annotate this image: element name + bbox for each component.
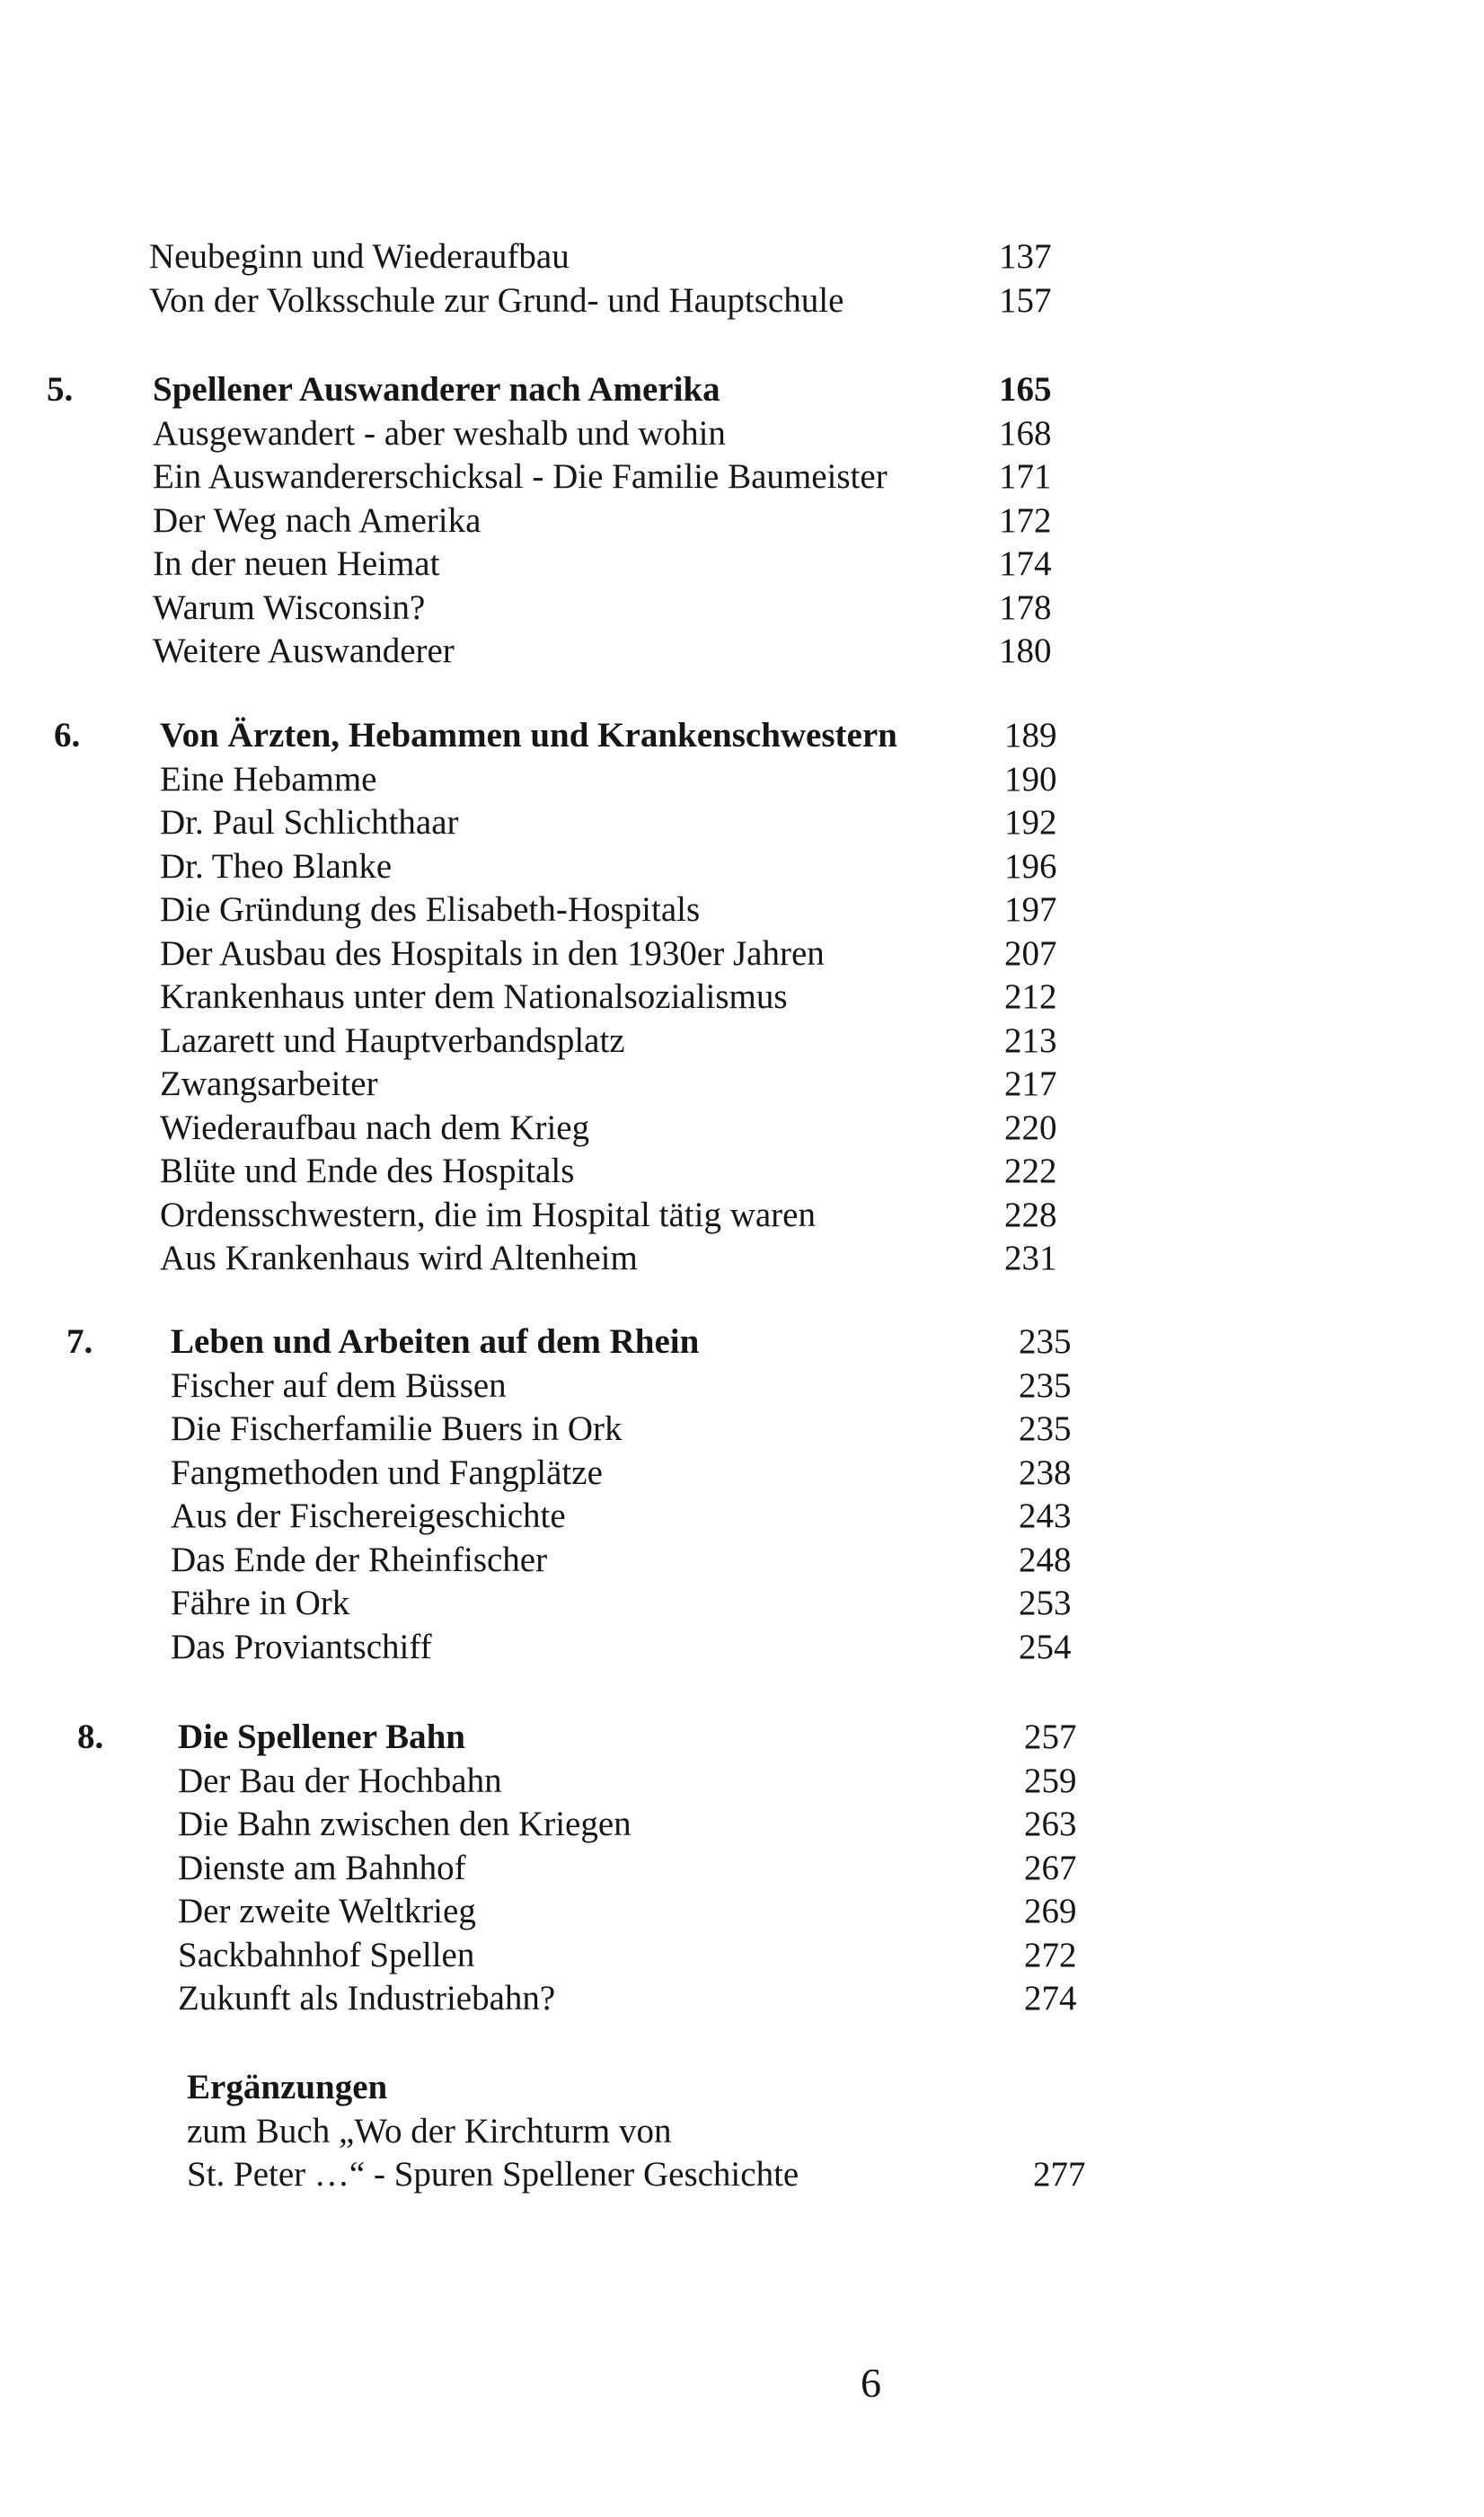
page-ref: 165 [999,370,1052,409]
page-ref: 269 [1024,1892,1077,1930]
page-ref: 172 [999,500,1052,540]
page-ref: 178 [999,587,1052,627]
entry-title: Blüte und Ende des Hospitals [160,1152,575,1190]
toc-entry [0,1539,1484,1582]
page-ref: 189 [1004,716,1057,755]
entry-title: Warum Wisconsin? [153,587,426,627]
toc-entry [0,1020,1484,1063]
toc-entry [0,543,1484,586]
entry-title: Neubeginn und Wiederaufbau [149,237,570,276]
toc-entry [0,412,1484,455]
entry-title: Die Gründung des Elisabeth-Hospitals [160,890,701,929]
entry-title: Zukunft als Industriebahn? [178,1979,556,2018]
toc-entry [0,279,1484,322]
section-number: 7. [66,1322,93,1361]
entry-title: Ein Auswandererschicksal - Die Familie Baumeister [153,457,888,496]
entry-title: Von der Volksschule zur Grund- und Hauptschule [149,280,844,320]
entry-title: Lazarett und Hauptverbandsplatz [160,1020,625,1060]
section-title: Von Ärzten, Hebammen und Krankenschwestern [160,716,897,755]
toc-entry [0,1237,1484,1280]
toc-entry [0,630,1484,673]
toc-entry [0,888,1484,932]
entry-title: Ausgewandert - aber weshalb und wohin [153,413,726,453]
page-ref: 157 [999,280,1052,320]
entry-title: Das Proviantschiff [171,1627,432,1666]
page-ref: 238 [1019,1453,1072,1492]
page-ref: 253 [1019,1584,1072,1622]
toc-entry [0,1847,1484,1890]
page-number: 6 [861,2360,881,2406]
entry-title: Krankenhaus unter dem Nationalsozialismus [160,977,788,1016]
page-ref: 277 [1033,2155,1086,2194]
entry-title: Fangmethoden und Fangplätze [171,1453,603,1492]
entry-title: Das Ende der Rheinfischer [171,1540,548,1579]
toc-entry [0,1890,1484,1933]
section-number: 6. [54,716,81,755]
page-ref: 254 [1019,1627,1072,1666]
toc-entry [0,2110,1484,2153]
page-ref: 180 [999,631,1052,670]
section-heading [0,714,1484,757]
section-number: 8. [77,1718,104,1756]
toc-entry [0,1150,1484,1193]
toc-entry [0,1803,1484,1846]
entry-title: Die Bahn zwischen den Kriegen [178,1805,632,1843]
toc-entry [0,1364,1484,1408]
toc-entry [0,1452,1484,1495]
toc-entry [0,1626,1484,1669]
toc-entry [0,976,1484,1019]
page-ref: 274 [1024,1979,1077,2018]
page-ref: 196 [1004,846,1057,886]
entry-title: Zwangsarbeiter [160,1064,378,1103]
section-title: Die Spellener Bahn [178,1718,465,1756]
entry-title: Wiederaufbau nach dem Krieg [160,1108,590,1147]
section-title: Ergänzungen [187,2068,388,2106]
page-ref: 220 [1004,1108,1057,1147]
page-ref: 235 [1019,1322,1072,1361]
toc-entry [0,1977,1484,2020]
page-ref: 137 [999,237,1052,276]
page-ref: 168 [999,413,1052,453]
page-ref: 243 [1019,1497,1072,1535]
entry-title: Der Bau der Hochbahn [178,1761,502,1800]
entry-title: zum Buch „Wo der Kirchturm von [187,2111,672,2150]
section-heading [0,2066,1484,2109]
entry-title: Der zweite Weltkrieg [178,1892,476,1930]
section-title: Spellener Auswanderer nach Amerika [153,370,720,409]
page-ref: 222 [1004,1152,1057,1190]
toc-entry [0,235,1484,278]
toc-entry [0,1760,1484,1803]
page-ref: 190 [1004,759,1057,799]
page-ref: 192 [1004,803,1057,842]
entry-title: Der Weg nach Amerika [153,500,481,540]
entry-title: Die Fischerfamilie Buers in Ork [171,1409,623,1448]
entry-title: Dr. Paul Schlichthaar [160,803,459,842]
toc-entry [0,758,1484,801]
page-ref: 213 [1004,1020,1057,1060]
page-ref: 217 [1004,1064,1057,1103]
section-number: 5. [47,370,74,409]
toc-entry [0,1495,1484,1538]
toc-entry [0,801,1484,844]
section-heading [0,1716,1484,1759]
page-ref: 257 [1024,1718,1077,1756]
toc-entry [0,1934,1484,1977]
entry-title: Fähre in Ork [171,1584,350,1622]
page-ref: 207 [1004,933,1057,973]
page-ref: 228 [1004,1195,1057,1234]
toc-entry [0,455,1484,499]
entry-title: Dienste am Bahnhof [178,1848,466,1887]
page-ref: 212 [1004,977,1057,1016]
entry-title: Eine Hebamme [160,759,377,799]
entry-title: Aus der Fischereigeschichte [171,1497,566,1535]
page-ref: 263 [1024,1805,1077,1843]
toc-entry [0,1582,1484,1625]
section-heading [0,1320,1484,1364]
entry-title: Aus Krankenhaus wird Altenheim [160,1239,638,1277]
toc-entry [0,1063,1484,1106]
page-ref: 231 [1004,1239,1057,1277]
toc-entry [0,1408,1484,1451]
entry-title: Sackbahnhof Spellen [178,1935,475,1974]
entry-title: Der Ausbau des Hospitals in den 1930er Jahren [160,933,825,973]
toc-entry [0,932,1484,976]
entry-title: Ordensschwestern, die im Hospital tätig waren [160,1195,816,1234]
toc-entry [0,1194,1484,1237]
page-ref: 235 [1019,1409,1072,1448]
page-ref: 272 [1024,1935,1077,1974]
page-ref: 197 [1004,890,1057,929]
page-ref: 259 [1024,1761,1077,1800]
toc-entry [0,587,1484,630]
page-ref: 171 [999,457,1052,496]
toc-entry [0,499,1484,543]
entry-title: In der neuen Heimat [153,544,440,583]
toc-entry [0,845,1484,888]
entry-title: Dr. Theo Blanke [160,846,393,886]
toc-entry [0,2153,1484,2196]
page-ref: 248 [1019,1540,1072,1579]
page-ref: 174 [999,544,1052,583]
page-ref: 235 [1019,1365,1072,1405]
toc-entry [0,1107,1484,1150]
entry-title: Weitere Auswanderer [153,631,455,670]
entry-title: Fischer auf dem Büssen [171,1365,507,1405]
section-heading [0,368,1484,411]
section-title: Leben und Arbeiten auf dem Rhein [171,1322,700,1361]
entry-title: St. Peter …“ - Spuren Spellener Geschichte [187,2155,799,2194]
page-ref: 267 [1024,1848,1077,1887]
